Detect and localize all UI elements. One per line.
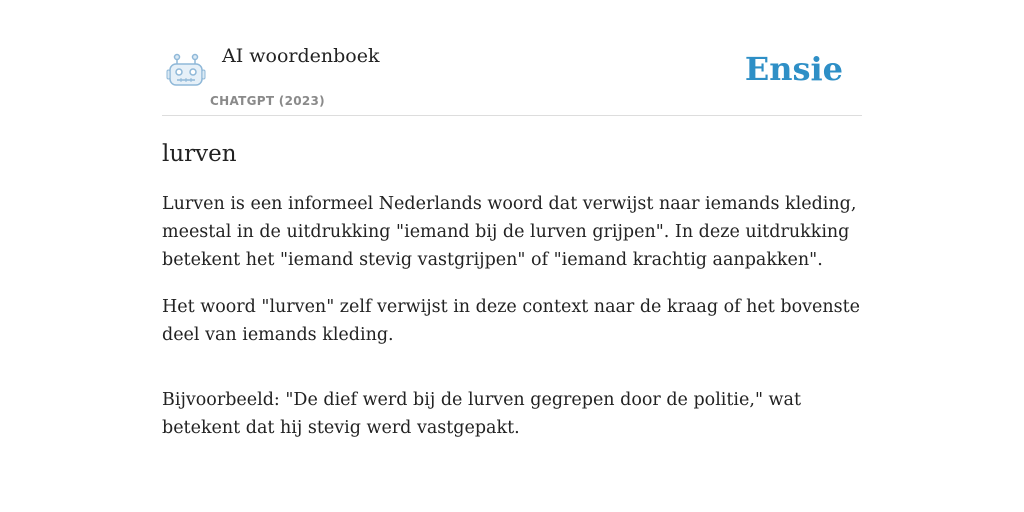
example-paragraph: Bijvoorbeeld: "De dief werd bij de lurven gegrepen door de politie," wat betekent dat hij stevig werd vastgepakt. bbox=[162, 390, 801, 438]
source-header bbox=[162, 40, 862, 116]
robot-icon bbox=[166, 52, 206, 88]
entry-content bbox=[162, 138, 862, 461]
definition-paragraph: Lurven is een informeel Nederlands woord dat verwijst naar iemands kleding, meestal in de uitdrukking "iemand bij de lurven grijpen". In deze uitdrukking betekent het "iemand stevig vastgrijpen" of "iemand krachtig aanpakken". bbox=[162, 194, 857, 270]
source-meta: CHATGPT (2023) bbox=[210, 94, 325, 108]
entry-term: lurven bbox=[162, 141, 237, 167]
source-title: AI woordenboek bbox=[222, 45, 380, 67]
definition-paragraph: Het woord "lurven" zelf verwijst in deze context naar de kraag of het bovenste deel van iemands kleding. bbox=[162, 297, 861, 345]
ensie-logo-link[interactable]: Ensie bbox=[744, 50, 843, 88]
